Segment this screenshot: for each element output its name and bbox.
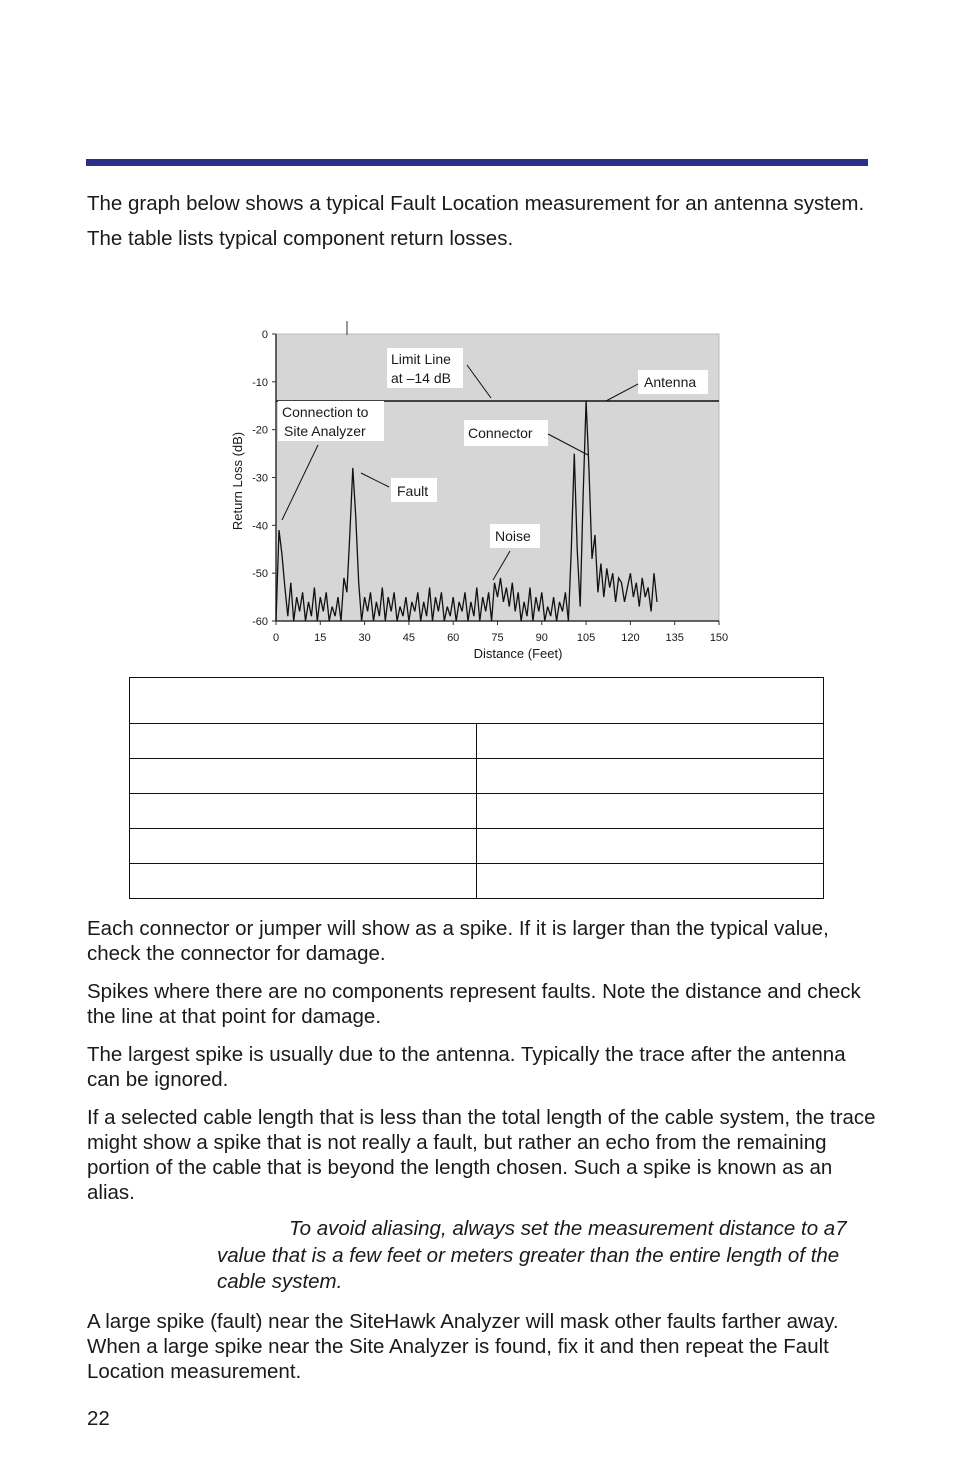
table-row [130, 864, 824, 899]
svg-text:Fault: Fault [397, 483, 429, 499]
paragraph-antenna: The largest spike is usually due to the antenna. Typically the trace after the antenna can be ignored. [87, 1043, 846, 1091]
table-row [130, 829, 824, 864]
header-rule [86, 159, 868, 166]
table-row [130, 794, 824, 829]
x-axis-label: Distance (Feet) [473, 646, 563, 661]
y-tick-label: -20 [252, 424, 268, 437]
table-cell [130, 794, 477, 829]
page-number: 22 [87, 1407, 110, 1430]
x-tick-label: 90 [535, 632, 548, 644]
table-title [130, 678, 824, 724]
intro-text: The graph below shows a typical Fault Location measurement for an antenna system. The table lists typical component return losses. [87, 192, 865, 250]
x-tick-label: 150 [709, 632, 729, 644]
y-tick-label: 0 [261, 329, 268, 341]
return-loss-table [129, 677, 824, 899]
svg-text:Connection to: Connection to [282, 404, 369, 420]
table-cell [130, 829, 477, 864]
x-tick-label: 60 [447, 632, 460, 644]
svg-text:Site Analyzer: Site Analyzer [284, 423, 366, 439]
x-tick-label: 120 [621, 632, 640, 644]
table-cell [130, 759, 477, 794]
paragraph-connectors: Each connector or jumper will show as a spike. If it is larger than the typical value, check the connector for damage. [87, 917, 829, 965]
x-tick-label: 135 [665, 632, 684, 644]
y-tick-label: -50 [252, 568, 268, 581]
svg-text:Noise: Noise [495, 528, 531, 544]
table-row [130, 724, 824, 759]
table-cell [130, 864, 477, 899]
paragraph-alias: If a selected cable length that is less than the total length of the cable system, the trace might show a spike that is not really a fault, but rather an echo from the remaining portion of the cable that is beyond the length chosen. Such a spike is known as an alias. [87, 1106, 876, 1204]
y-axis-label: Return Loss (dB) [230, 431, 245, 531]
x-tick-label: 0 [272, 632, 280, 644]
svg-text:Connector: Connector [468, 425, 533, 441]
table-cell [477, 864, 824, 899]
table-cell [130, 724, 477, 759]
table-cell [477, 794, 824, 829]
x-tick-label: 105 [576, 632, 596, 644]
svg-text:at –14 dB: at –14 dB [391, 370, 451, 386]
table-cell [477, 759, 824, 794]
x-tick-label: 15 [314, 632, 327, 644]
y-tick-label: -10 [252, 376, 268, 389]
table-row [130, 759, 824, 794]
x-tick-label: 45 [402, 632, 416, 644]
note-aliasing: To avoid aliasing, always set the measurement distance to a7 value that is a few feet or meters greater than the entire length of the cable system. [217, 1217, 847, 1293]
table-cell [477, 829, 824, 864]
y-tick-label: -30 [252, 472, 268, 485]
x-tick-label: 75 [491, 632, 504, 644]
x-tick-label: 30 [358, 632, 371, 644]
svg-text:Antenna: Antenna [644, 374, 697, 390]
svg-text:Limit Line: Limit Line [391, 351, 451, 367]
fault-location-chart [220, 315, 740, 665]
table-cell [477, 724, 824, 759]
y-tick-label: -60 [252, 616, 268, 628]
paragraph-faults: Spikes where there are no components represent faults. Note the distance and check the line at that point for damage. [87, 980, 861, 1028]
y-tick-label: -40 [252, 520, 268, 533]
paragraph-large-spike: A large spike (fault) near the SiteHawk Analyzer will mask other faults farther away. When a large spike near the Site Analyzer is found, fix it and then repeat the Fault Location measurement. [87, 1310, 839, 1383]
